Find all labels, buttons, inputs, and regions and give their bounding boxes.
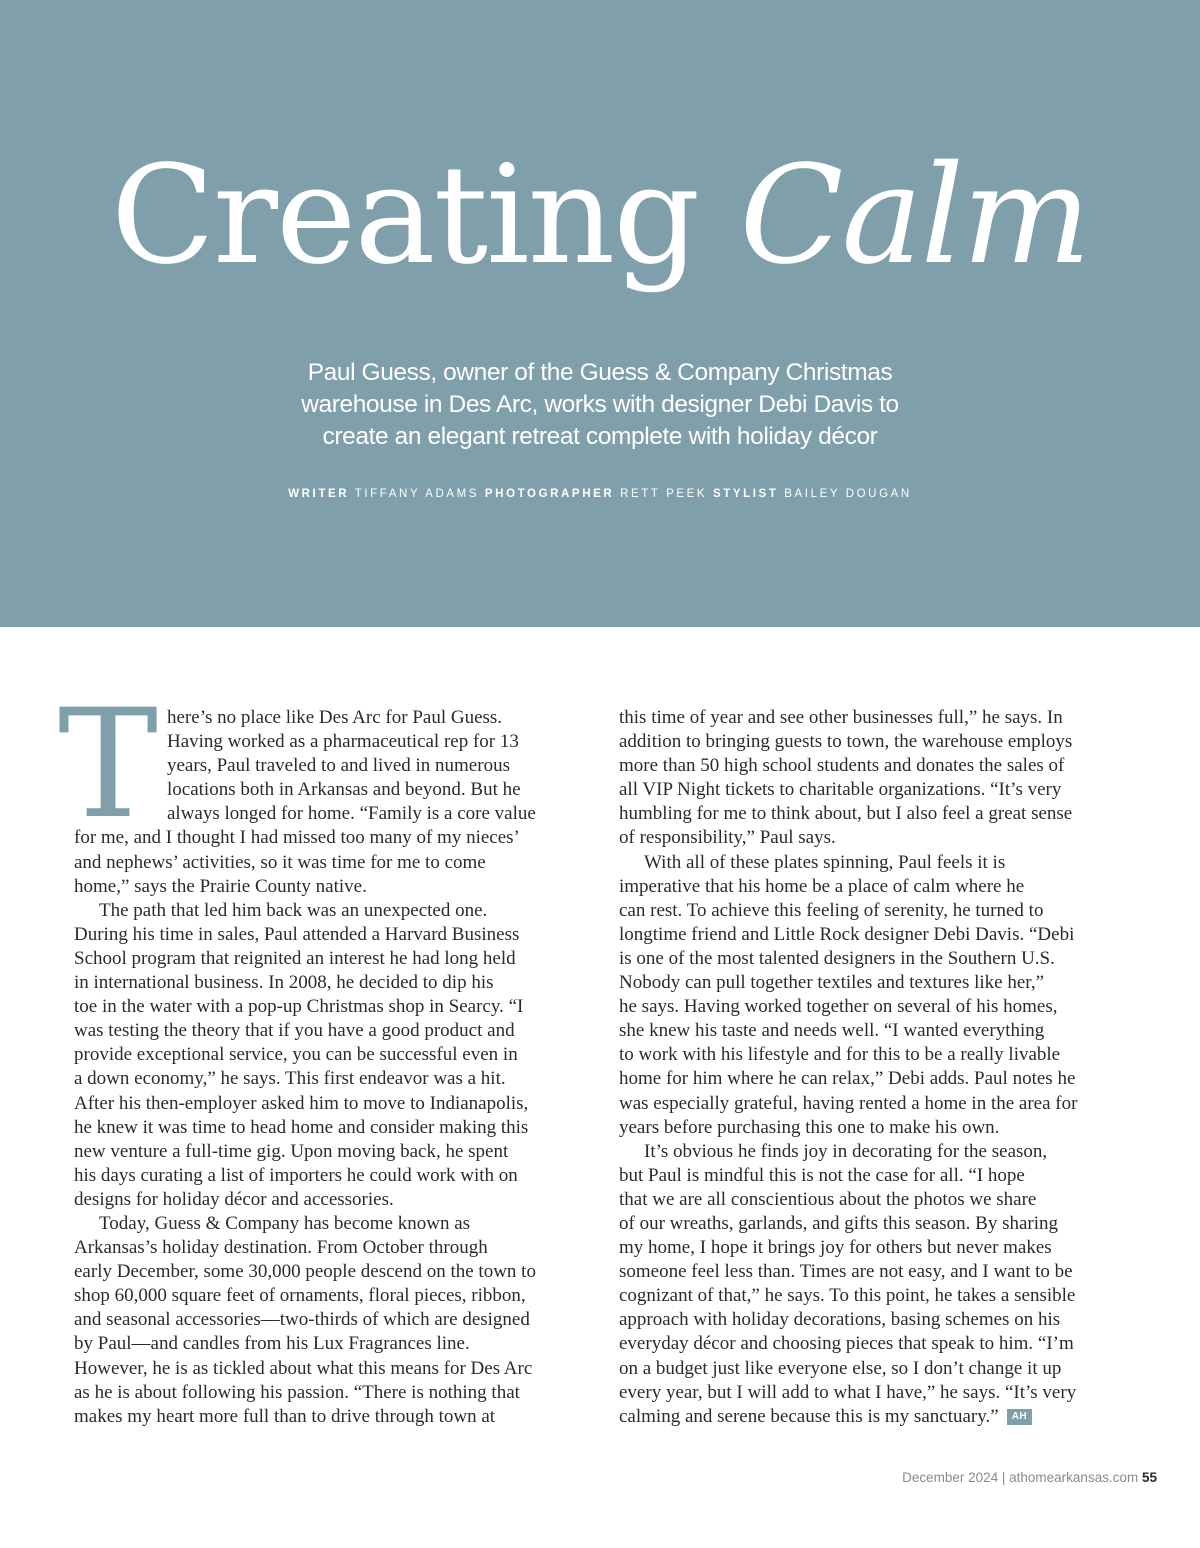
drop-cap: T [58, 678, 159, 852]
body-line: is one of the most talented designers in the Southern U.S. [619, 947, 1055, 969]
body-line: designs for holiday décor and accessories. [74, 1188, 394, 1210]
body-line: by Paul—and candles from his Lux Fragrances line. [74, 1333, 470, 1355]
deck-line: Paul Guess, owner of the Guess & Company Christmas [307, 359, 893, 386]
body-line: provide exceptional service, you can be successful even in [74, 1044, 518, 1066]
body-line: and seasonal accessories—two-thirds of which are designed [74, 1309, 530, 1331]
body-line: cognizant of that,” he says. To this point, he takes a sensible [619, 1285, 1076, 1307]
body-line: of our wreaths, garlands, and gifts this season. By sharing [619, 1212, 1059, 1234]
article-column-right [619, 706, 1129, 1429]
body-line: always longed for home. “Family is a core value [167, 803, 536, 825]
title-italic: Calm [739, 137, 1090, 295]
body-line: in international business. In 2008, he decided to dip his [74, 972, 494, 994]
body-line: approach with holiday decorations, basing schemes on his [619, 1309, 1061, 1331]
body-line: home for him where he can relax,” Debi adds. Paul notes he [619, 1068, 1076, 1090]
writer-name: TIFFANY ADAMS [354, 488, 480, 500]
body-line: home,” says the Prairie County native. [74, 875, 367, 897]
body-line: and nephews’ activities, so it was time for me to come [74, 851, 486, 873]
body-line: for me, and I thought I had missed too many of my nieces’ [74, 827, 520, 849]
body-line: he says. Having worked together on several of his homes, [619, 996, 1058, 1018]
article-deck [250, 357, 950, 453]
body-line: imperative that his home be a place of calm where he [619, 875, 1025, 897]
body-line-text: calming and serene because this is my sanctuary.” [619, 1405, 999, 1427]
body-line: on a budget just like everyone else, so I don’t change it up [619, 1357, 1062, 1379]
deck-line: warehouse in Des Arc, works with designer Debi Davis to [301, 391, 899, 418]
credits-line [0, 488, 1200, 500]
hero-banner [0, 0, 1200, 627]
body-line: addition to bringing guests to town, the warehouse employs [619, 731, 1073, 753]
body-line: of responsibility,” Paul says. [619, 827, 836, 849]
body-line: can rest. To achieve this feeling of serenity, he turned to [619, 899, 1044, 921]
body-line: every year, but I will add to what I have,” he says. “It’s very [619, 1381, 1077, 1403]
body-line: toe in the water with a pop-up Christmas shop in Searcy. “I [74, 996, 524, 1018]
body-line: a down economy,” he says. This first endeavor was a hit. [74, 1068, 506, 1090]
body-line: she knew his taste and needs well. “I wanted everything [619, 1020, 1045, 1042]
body-line: It’s obvious he finds joy in decorating for the season, [644, 1140, 1048, 1162]
body-line: early December, some 30,000 people descend on the town to [74, 1261, 536, 1283]
body-line: longtime friend and Little Rock designer Debi Davis. “Debi [619, 923, 1075, 945]
body-line: new venture a full-time gig. Upon moving back, he spent [74, 1140, 509, 1162]
title-regular: Creating [110, 137, 699, 295]
body-line: years before purchasing this one to make his own. [619, 1116, 1000, 1138]
body-line: to work with his lifestyle and for this to be a really livable [619, 1044, 1061, 1066]
body-line: During his time in sales, Paul attended a Harvard Business [74, 923, 520, 945]
body-line: his days curating a list of importers he could work with on [74, 1164, 518, 1186]
body-line: Nobody can pull together textiles and textures like her,” [619, 972, 1045, 994]
writer-role: WRITER [288, 488, 350, 500]
photographer-role: PHOTOGRAPHER [484, 488, 615, 500]
stylist-name: BAILEY DOUGAN [784, 488, 912, 500]
body-line: School program that reignited an interest he had long held [74, 947, 516, 969]
body-line: With all of these plates spinning, Paul feels it is [644, 851, 1006, 873]
body-line: Arkansas’s holiday destination. From October through [74, 1237, 488, 1259]
body-line: he knew it was time to head home and consider making this [74, 1116, 529, 1138]
page-title [0, 137, 1200, 295]
body-line: my home, I hope it brings joy for others but never makes [619, 1237, 1052, 1259]
body-line: After his then-employer asked him to move to Indianapolis, [74, 1092, 529, 1114]
body-line: this time of year and see other businesses full,” he says. In [619, 707, 1063, 728]
body-line: Having worked as a pharmaceutical rep for 13 [167, 731, 519, 753]
body-line: all VIP Night tickets to charitable organizations. “It’s very [619, 779, 1062, 801]
body-line: makes my heart more full than to drive through town at [74, 1405, 496, 1427]
body-line: Today, Guess & Company has become known as [99, 1212, 471, 1234]
page-footer [902, 1470, 1157, 1485]
body-line: years, Paul traveled to and lived in numerous [167, 755, 510, 777]
deck-line: create an elegant retreat complete with holiday décor [322, 423, 878, 450]
body-line: everyday décor and choosing pieces that speak to him. “I’m [619, 1333, 1074, 1355]
body-line: However, he is as tickled about what this means for Des Arc [74, 1357, 533, 1379]
stylist-role: STYLIST [712, 488, 779, 500]
photographer-name: RETT PEEK [620, 488, 708, 500]
body-line: as he is about following his passion. “There is nothing that [74, 1381, 520, 1403]
body-line: locations both in Arkansas and beyond. But he [167, 779, 521, 801]
page-number: 55 [1141, 1470, 1157, 1485]
body-line: was especially grateful, having rented a home in the area for [619, 1092, 1078, 1114]
article-column-left [74, 706, 594, 1429]
body-line-final [619, 1405, 1129, 1429]
body-line: here’s no place like Des Arc for Paul Guess. [167, 707, 503, 728]
body-line: more than 50 high school students and donates the sales of [619, 755, 1065, 777]
footer-date-site: December 2024 | athomearkansas.com [902, 1470, 1139, 1485]
body-line: someone feel less than. Times are not easy, and I want to be [619, 1261, 1073, 1283]
body-line: was testing the theory that if you have a good product and [74, 1020, 515, 1042]
body-line: but Paul is mindful this is not the case for all. “I hope [619, 1164, 1025, 1186]
body-line: that we are all conscientious about the photos we share [619, 1188, 1037, 1210]
body-line: The path that led him back was an unexpected one. [99, 899, 488, 921]
end-mark-badge: AH [1007, 1409, 1032, 1425]
body-line: humbling for me to think about, but I also feel a great sense [619, 803, 1073, 825]
body-line: shop 60,000 square feet of ornaments, floral pieces, ribbon, [74, 1285, 526, 1307]
